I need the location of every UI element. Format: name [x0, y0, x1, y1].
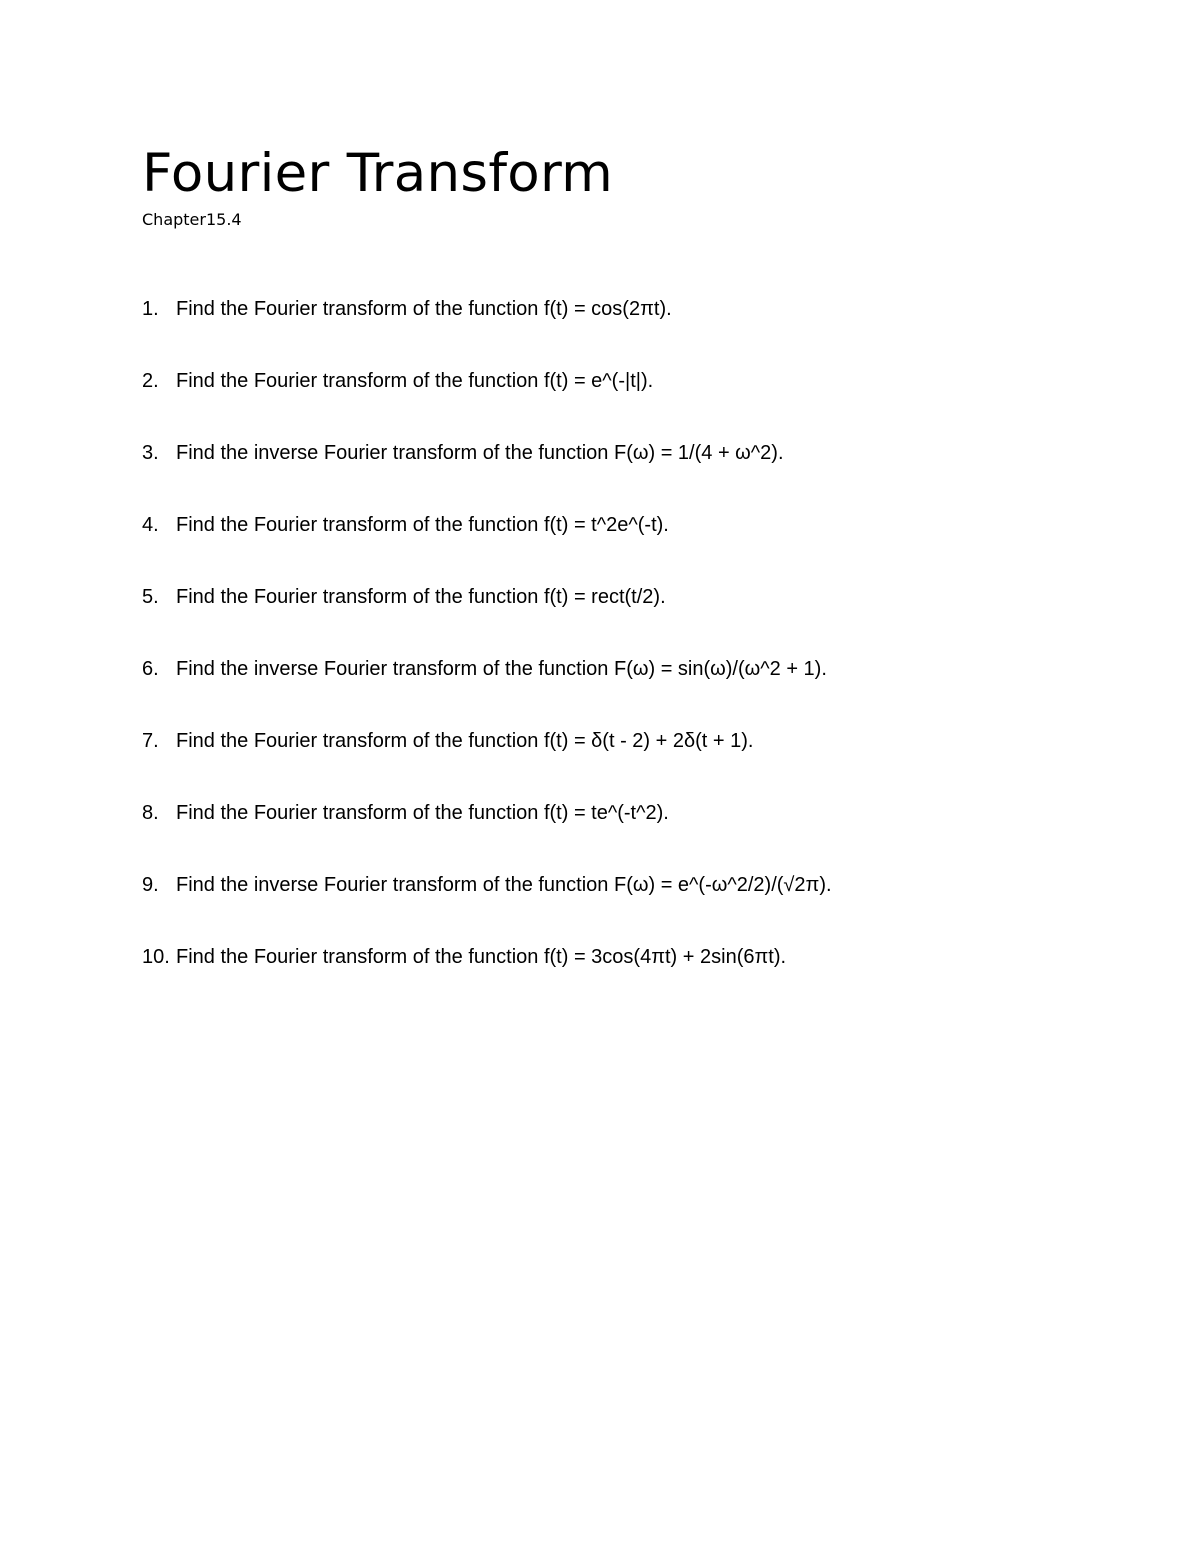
problem-number: 9. — [142, 874, 159, 896]
problem-text: Find the Fourier transform of the function f(t) = e^(-|t|). — [176, 370, 654, 392]
problem-text: Find the inverse Fourier transform of the function F(ω) = sin(ω)/(ω^2 + 1). — [176, 658, 827, 680]
problem-text: Find the inverse Fourier transform of the function F(ω) = e^(-ω^2/2)/(√2π). — [176, 874, 832, 896]
problem-number: 6. — [142, 658, 159, 680]
problem-text: Find the Fourier transform of the function f(t) = t^2e^(-t). — [176, 514, 669, 536]
problem-text: Find the Fourier transform of the function f(t) = rect(t/2). — [176, 586, 666, 608]
problem-number: 10. — [142, 946, 170, 968]
problem-text: Find the Fourier transform of the function f(t) = te^(-t^2). — [176, 802, 669, 824]
problem-text: Find the Fourier transform of the function f(t) = δ(t - 2) + 2δ(t + 1). — [176, 730, 754, 752]
problem-text: Find the Fourier transform of the function f(t) = 3cos(4πt) + 2sin(6πt). — [176, 946, 787, 968]
problem-number: 7. — [142, 730, 159, 752]
chapter-subtitle: Chapter15.4 — [142, 210, 242, 229]
problem-number: 4. — [142, 514, 159, 536]
problem-text: Find the inverse Fourier transform of the function F(ω) = 1/(4 + ω^2). — [176, 442, 784, 464]
problem-number: 5. — [142, 586, 159, 608]
problem-text: Find the Fourier transform of the function f(t) = cos(2πt). — [176, 298, 672, 320]
problem-number: 3. — [142, 442, 159, 464]
page-title: Fourier Transform — [142, 143, 614, 204]
problem-number: 1. — [142, 298, 159, 320]
problem-number: 8. — [142, 802, 159, 824]
problem-number: 2. — [142, 370, 159, 392]
